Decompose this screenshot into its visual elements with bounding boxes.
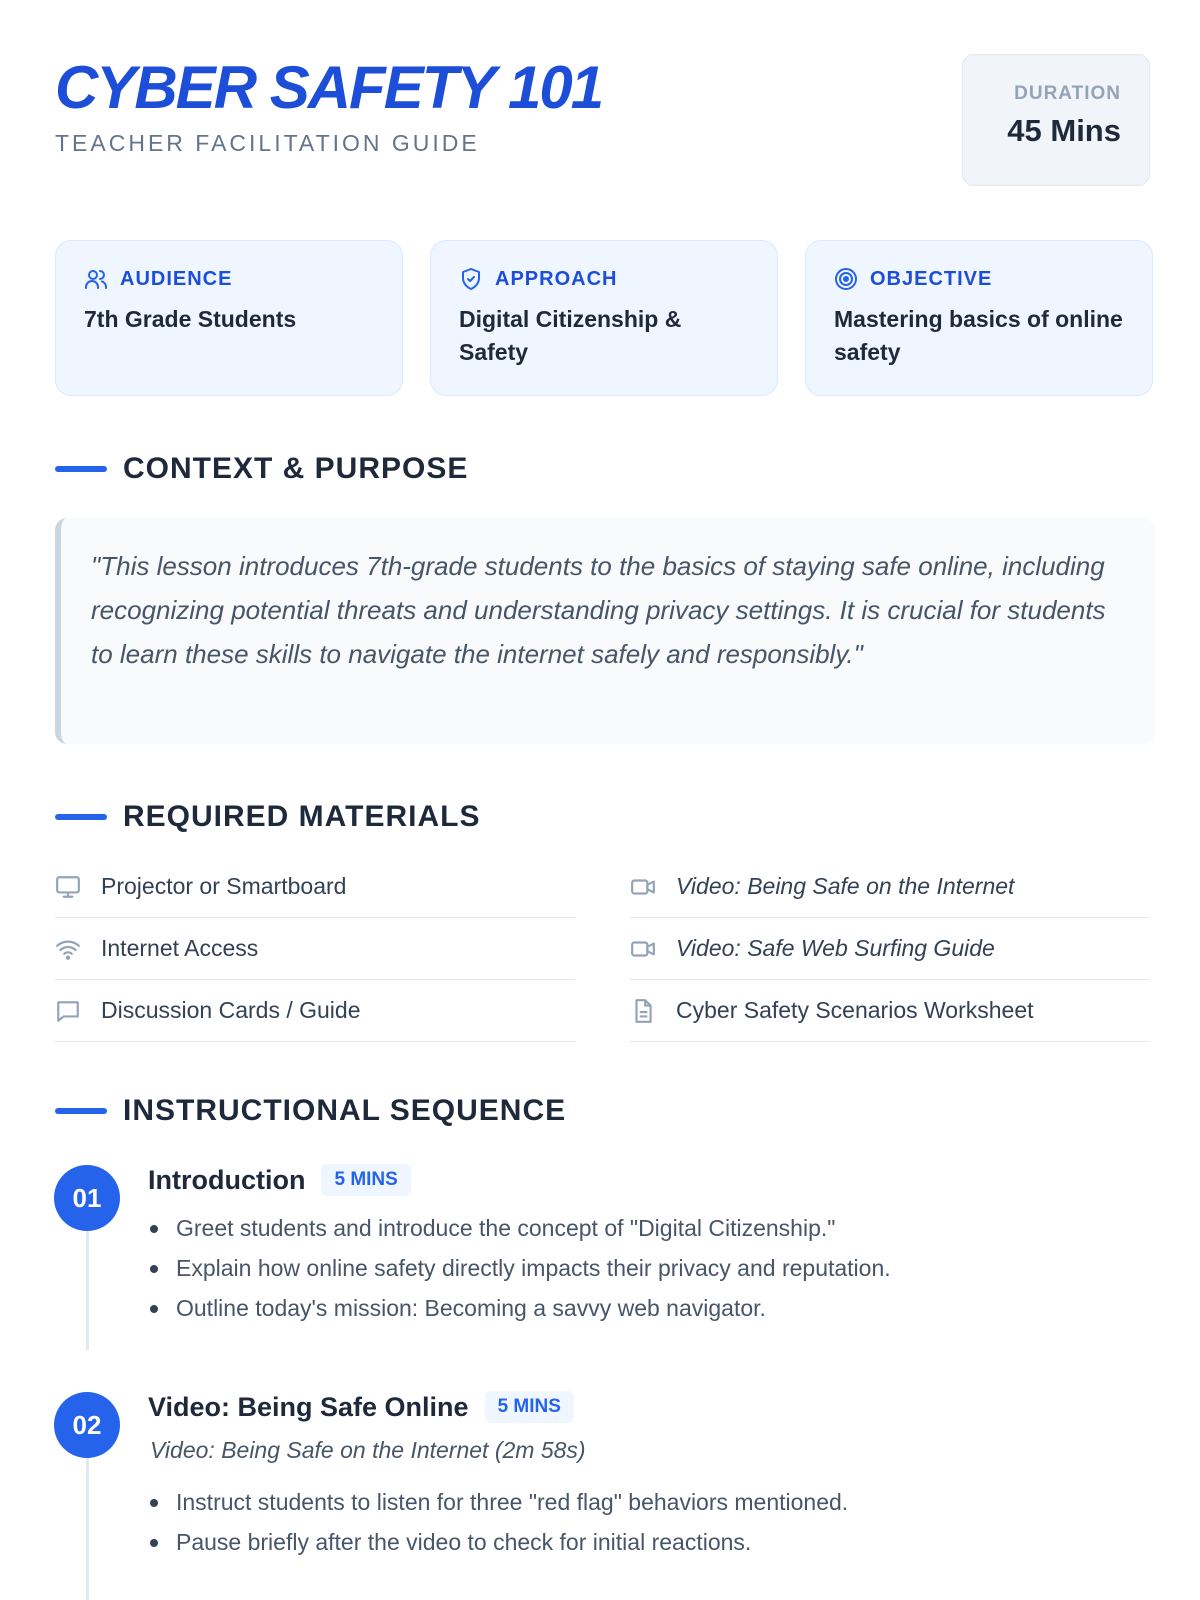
list-item: Pause briefly after the video to check for initial reactions. bbox=[150, 1522, 848, 1562]
step-number: 02 bbox=[54, 1392, 120, 1458]
material-item bbox=[630, 918, 1150, 980]
context-quote: "This lesson introduces 7th-grade students to the basics of staying safe online, including recognizing potential threats and understanding privacy settings. It is crucial for students to learn these skills to navigate the internet safely and responsibly." bbox=[55, 518, 1155, 744]
materials-section-heading bbox=[55, 800, 480, 834]
video-icon bbox=[630, 874, 656, 900]
message-icon bbox=[55, 998, 81, 1024]
document-icon bbox=[630, 998, 656, 1024]
section-accent-bar bbox=[55, 466, 107, 472]
step-video-subtitle: Video: Being Safe on the Internet (2m 58s) bbox=[150, 1437, 586, 1463]
audience-label: AUDIENCE bbox=[120, 267, 233, 290]
material-item bbox=[630, 856, 1150, 918]
audience-card bbox=[55, 240, 403, 396]
step-points bbox=[150, 1208, 891, 1328]
step-number: 01 bbox=[54, 1165, 120, 1231]
page-title: CYBER SAFETY 101 bbox=[55, 54, 603, 121]
users-icon bbox=[84, 267, 108, 291]
target-icon bbox=[834, 267, 858, 291]
objective-card bbox=[805, 240, 1153, 396]
video-icon bbox=[630, 936, 656, 962]
page-subtitle: TEACHER FACILITATION GUIDE bbox=[55, 130, 480, 156]
timeline-line bbox=[86, 1455, 89, 1600]
list-item: Instruct students to listen for three "red flag" behaviors mentioned. bbox=[150, 1482, 848, 1522]
objective-label: OBJECTIVE bbox=[870, 267, 993, 290]
step-duration-badge: 5 MINS bbox=[485, 1391, 574, 1423]
material-label: Cyber Safety Scenarios Worksheet bbox=[676, 997, 1034, 1023]
shield-check-icon bbox=[459, 267, 483, 291]
approach-label: APPROACH bbox=[495, 267, 618, 290]
duration-label: DURATION bbox=[1014, 83, 1121, 104]
approach-card bbox=[430, 240, 778, 396]
approach-value: Digital Citizenship & Safety bbox=[459, 306, 682, 365]
material-item bbox=[55, 918, 575, 980]
audience-value: 7th Grade Students bbox=[84, 306, 297, 332]
context-section-heading bbox=[55, 452, 468, 486]
materials-heading: REQUIRED MATERIALS bbox=[123, 800, 481, 833]
material-label: Projector or Smartboard bbox=[101, 873, 347, 899]
sequence-section-heading bbox=[55, 1094, 566, 1128]
material-label: Internet Access bbox=[101, 935, 259, 961]
monitor-icon bbox=[55, 874, 81, 900]
material-label: Video: Safe Web Surfing Guide bbox=[676, 935, 995, 961]
material-label: Discussion Cards / Guide bbox=[101, 997, 361, 1023]
section-accent-bar bbox=[55, 1108, 107, 1114]
duration-value: 45 Mins bbox=[1007, 113, 1121, 148]
list-item: Greet students and introduce the concept of "Digital Citizenship." bbox=[150, 1208, 891, 1248]
material-item bbox=[55, 856, 575, 918]
timeline-line bbox=[86, 1230, 89, 1350]
objective-value: Mastering basics of online safety bbox=[834, 306, 1123, 365]
sequence-heading: INSTRUCTIONAL SEQUENCE bbox=[123, 1094, 567, 1127]
step-title: Introduction bbox=[148, 1164, 306, 1195]
duration-box bbox=[962, 54, 1150, 186]
step-title: Video: Being Safe Online bbox=[148, 1391, 469, 1422]
step-duration-badge: 5 MINS bbox=[321, 1164, 410, 1196]
step-header bbox=[148, 1164, 411, 1196]
material-item bbox=[630, 980, 1150, 1042]
material-label: Video: Being Safe on the Internet bbox=[676, 873, 1015, 899]
wifi-icon bbox=[55, 936, 81, 962]
section-accent-bar bbox=[55, 814, 107, 820]
context-heading: CONTEXT & PURPOSE bbox=[123, 452, 469, 485]
step-points bbox=[150, 1482, 848, 1562]
material-item bbox=[55, 980, 575, 1042]
list-item: Explain how online safety directly impacts their privacy and reputation. bbox=[150, 1248, 891, 1288]
list-item: Outline today's mission: Becoming a savvy web navigator. bbox=[150, 1288, 891, 1328]
step-header bbox=[148, 1391, 574, 1423]
